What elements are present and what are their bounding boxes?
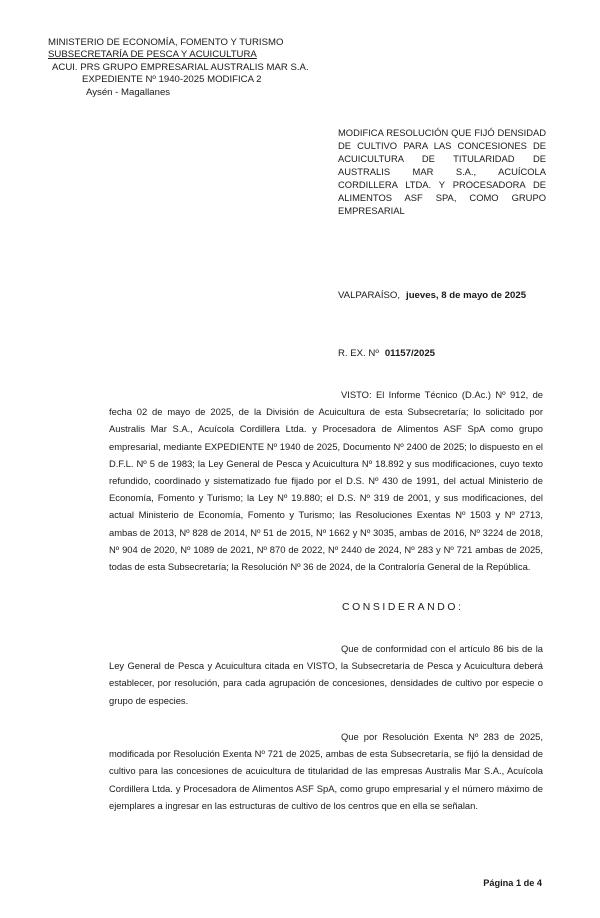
- considerando-paragraph-2: Que por Resolución Exenta Nº 283 de 2025, modificada por Resolución Exenta Nº 721 de 2025, ambas de esta Subsecretaría, se fijó la densidad de cultivo para las concesiones de acuicultura de titularidad de las empresas Australis Mar S.A., Acuícola Cordillera Ltda. y Procesadora de Alimentos ASF SpA, como grupo empresarial y el número máximo de ejemplares a ingresar en las estructuras de cultivo de los centros que en ella se señalan.: [109, 731, 543, 811]
- header-ministry: MINISTERIO DE ECONOMÍA, FOMENTO Y TURISMO: [48, 37, 284, 48]
- visto-paragraph: VISTO: El Informe Técnico (D.Ac.) Nº 912, de fecha 02 de mayo de 2025, de la División de Acuicultura de esta Subsecretaría; lo solicitado por Australis Mar S.A., Acuícola Cordillera Ltda. y Procesadora de Alimentos ASF SpA como grupo empresarial, mediante EXPEDIENTE Nº 1940 de 2025, Documento Nº 2400 de 2025; lo dispuesto en el D.F.L. Nº 5 de 1983; la Ley General de Pesca y Acuicultura Nº 18.892 y sus modificaciones, cuyo texto refundido, coordinado y sistematizado fue fijado por el D.S. Nº 430 de 1991, del actual Ministerio de Economía, Fomento y Turismo; la Ley Nº 19.880; el D.S. Nº 319 de 2001, y sus modificaciones, del actual Ministerio de Economía, Fomento y Turismo; las Resoluciones Exentas Nº 1503 y Nº 2713, ambas de 2013, Nº 828 de 2014, Nº 51 de 2015, Nº 1662 y Nº 3035, ambas de 2016, Nº 3224 de 2018, Nº 904 de 2020, Nº 1089 de 2021, Nº 870 de 2022, Nº 2440 de 2024, Nº 283 y Nº 721 ambas de 2025, todas de esta Subsecretaría; la Resolución Nº 36 de 2024, de la Contraloría General de la República.: [109, 389, 543, 573]
- header-subsecretariat: SUBSECRETARÍA DE PESCA Y ACUICULTURA: [48, 49, 257, 61]
- resolution-number: 01157/2025: [384, 348, 435, 359]
- resolution-label: R. EX. Nº: [338, 348, 379, 359]
- date-place: VALPARAÍSO,: [338, 290, 401, 301]
- resolution-number-line: [338, 348, 435, 359]
- header-expediente: EXPEDIENTE Nº 1940-2025 MODIFICA 2: [82, 74, 262, 86]
- header-region: Aysén - Magallanes: [86, 86, 171, 98]
- header-company: ACUI. PRS GRUPO EMPRESARIAL AUSTRALIS MAR S.A.: [52, 61, 309, 73]
- document-header: [48, 37, 309, 99]
- page-number: Página 1 de 4: [483, 878, 542, 888]
- date-value: jueves, 8 de mayo de 2025: [406, 290, 527, 301]
- resolution-subject: MODIFICA RESOLUCIÓN QUE FIJÓ DENSIDAD DE CULTIVO PARA LAS CONCESIONES DE ACUICULTURA DE TITULARIDAD DE AUSTRALIS MAR S.A., ACUÍCOLA CORDILLERA LTDA. Y PROCESADORA DE ALIMENTOS ASF SPA, COMO GRUPO EMPRESARIAL: [338, 127, 546, 216]
- date-line: [338, 290, 526, 301]
- considerando-paragraph-1: Que de conformidad con el artículo 86 bis de la Ley General de Pesca y Acuicultura citada en VISTO, la Subsecretaría de Pesca y Acuicultura deberá establecer, por resolución, para cada agrupación de concesiones, densidades de cultivo por especie o grupo de especies.: [109, 643, 543, 706]
- considerando-heading: CONSIDERANDO:: [342, 602, 464, 613]
